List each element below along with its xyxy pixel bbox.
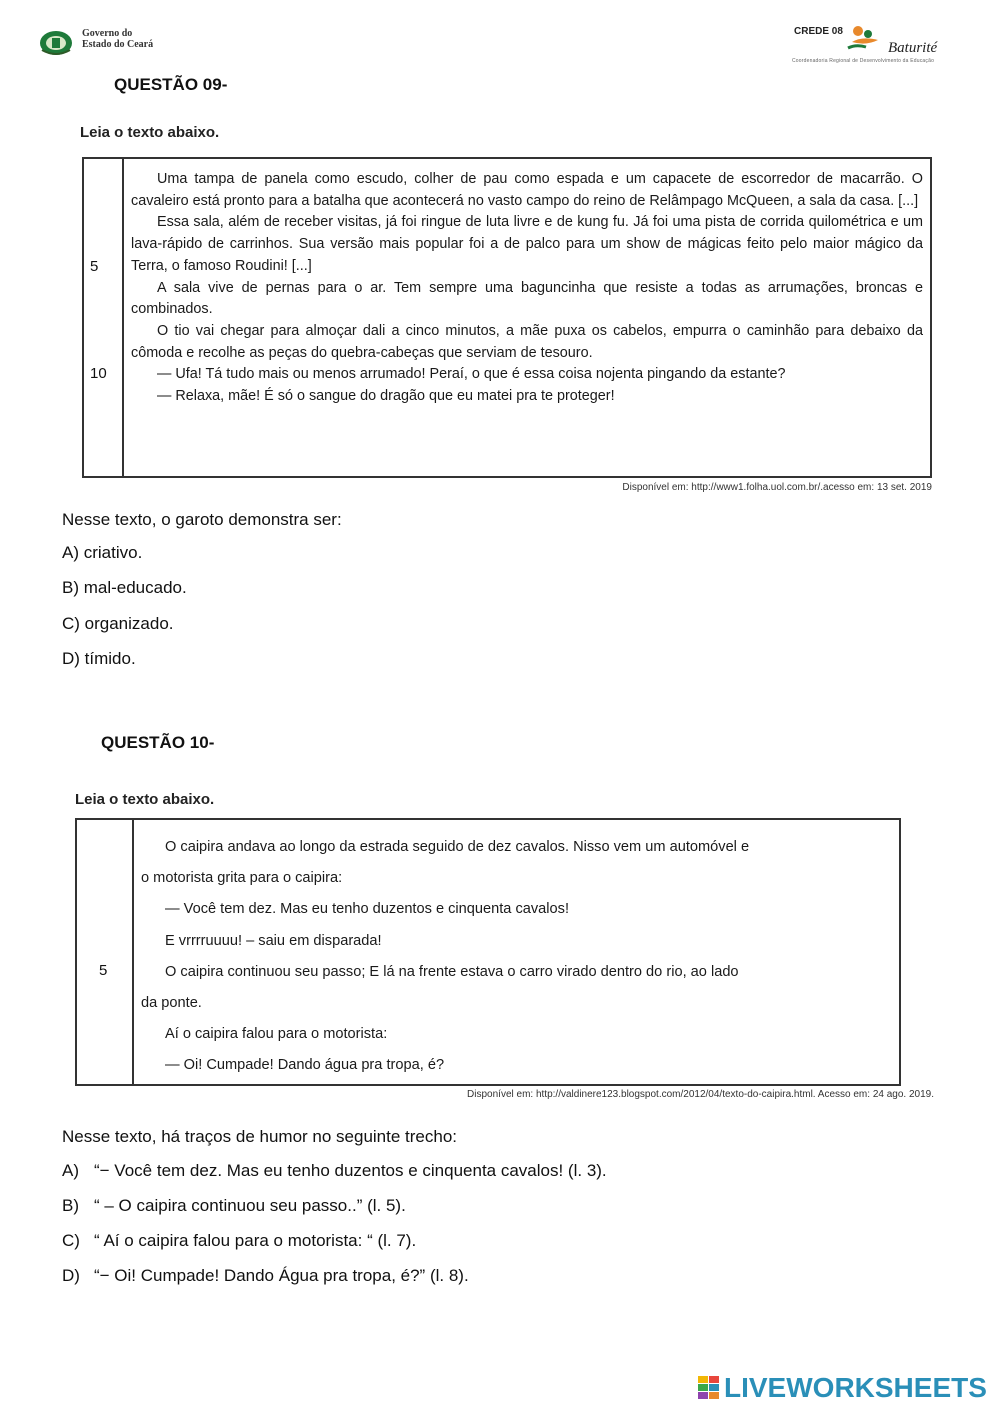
q9-paragraph: Essa sala, além de receber visitas, já foi ringue de luta livre e de kung fu. Já foi uma pista de corrida quilométrica e um lava-rápido de carrinhos. Sua versão mais popular foi a de palco para um show de mágicas feito pelo maior mágico da Terra, o famoso Roudini! [...] [131,214,923,274]
option-text: “ Aí o caipira falou para o motorista: “ (l. 7). [94,1231,417,1250]
liveworksheets-brand: LIVEWORKSHEETS [724,1372,987,1403]
option-text: “ – O caipira continuou seu passo..” (l. 5). [94,1196,406,1215]
option-text: “− Oi! Cumpade! Dando Água pra tropa, é?” (l. 8). [94,1266,469,1285]
ceara-coat-of-arms-icon [38,28,74,58]
crede-logo-name: Baturité [888,40,938,56]
liveworksheets-logo-icon [698,1376,720,1400]
q9-line-number-column [84,159,124,476]
q9-read-instruction: Leia o texto abaixo. [80,124,220,141]
option-letter: B) [62,1196,79,1215]
q9-paragraph: — Ufa! Tá tudo mais ou menos arrumado! Peraí, o que é essa coisa nojenta pingando da estante? [157,366,786,383]
crede-caption: Coordenadoria Regional de Desenvolvimento da Educação [792,58,935,64]
q9-source: Disponível em: http://www1.folha.uol.com.br/.acesso em: 13 set. 2019 [622,482,932,493]
q10-passage-box [75,818,901,1086]
q10-option-b[interactable] [62,1196,406,1216]
q10-line-number-5: 5 [99,962,108,979]
q9-line-number-10: 10 [90,365,107,382]
q9-paragraph: A sala vive de pernas para o ar. Tem sempre uma baguncinha que resiste a todas as arrumações, broncas e combinados. [131,279,923,318]
q9-paragraph: O tio vai chegar para almoçar dali a cinco minutos, a mãe puxa os cabelos, empurra o caminhão para debaixo da cômoda e recolhe as peças do quebra-cabeças que serviam de tesouro. [131,322,923,361]
q9-option-a[interactable]: A) criativo. [62,543,143,562]
q10-option-a[interactable] [62,1161,607,1181]
q9-passage-text [131,169,923,408]
question-10-title: QUESTÃO 10- [101,733,215,752]
q9-option-d[interactable]: D) tímido. [62,649,136,668]
q10-option-d[interactable] [62,1266,469,1286]
q9-paragraph: — Relaxa, mãe! É só o sangue do dragão que eu matei pra te proteger! [157,388,615,405]
q10-line: da ponte. [141,995,202,1012]
q10-question-text: Nesse texto, há traços de humor no seguinte trecho: [62,1127,458,1146]
q10-option-c[interactable] [62,1231,416,1251]
q10-line: — Você tem dez. Mas eu tenho duzentos e cinquenta cavalos! [165,901,570,918]
q10-line: O caipira andava ao longo da estrada seguido de dez cavalos. Nisso vem um automóvel e [165,839,750,855]
q10-line: o motorista grita para o caipira: [141,870,343,887]
question-09-title: QUESTÃO 09- [114,75,228,94]
crede-logo-label: CREDE 08 [794,26,843,37]
option-text: “− Você tem dez. Mas eu tenho duzentos e cinquenta cavalos! (l. 3). [94,1161,607,1180]
q10-line: E vrrrruuuu! – saiu em disparada! [165,932,382,949]
q10-line: — Oi! Cumpade! Dando água pra tropa, é? [165,1057,445,1074]
q10-line: O caipira continuou seu passo; E lá na frente estava o carro virado dentro do rio, ao lado [165,963,739,980]
option-letter: A) [62,1161,79,1180]
q9-passage-box [82,157,932,478]
q9-line-number-5: 5 [90,258,99,275]
option-letter: C) [62,1231,80,1250]
option-letter: D) [62,1266,80,1285]
q10-line: Aí o caipira falou para o motorista: [165,1026,388,1043]
q10-line-number-column [77,820,134,1084]
q9-option-b[interactable]: B) mal-educado. [62,578,187,597]
q9-question-text: Nesse texto, o garoto demonstra ser: [62,510,342,529]
q10-source: Disponível em: http://valdinere123.blogspot.com/2012/04/texto-do-caipira.html. Acesso em: 24 ago. 2019. [467,1089,934,1100]
q10-passage-text [141,832,893,1082]
q10-read-instruction: Leia o texto abaixo. [75,791,215,808]
q9-option-c[interactable]: C) organizado. [62,614,174,633]
q9-paragraph: Uma tampa de panela como escudo, colher de pau como espada e um capacete de escorredor de macarrão. O cavaleiro está pronto para a batalha que acontecerá no vasto campo do reino de Relâmpago McQueen, a sala da casa. [...] [131,171,923,209]
gov-line-2: Estado do Ceará [82,39,154,50]
gov-line-1: Governo do [82,28,133,39]
government-logo-text [82,28,153,50]
